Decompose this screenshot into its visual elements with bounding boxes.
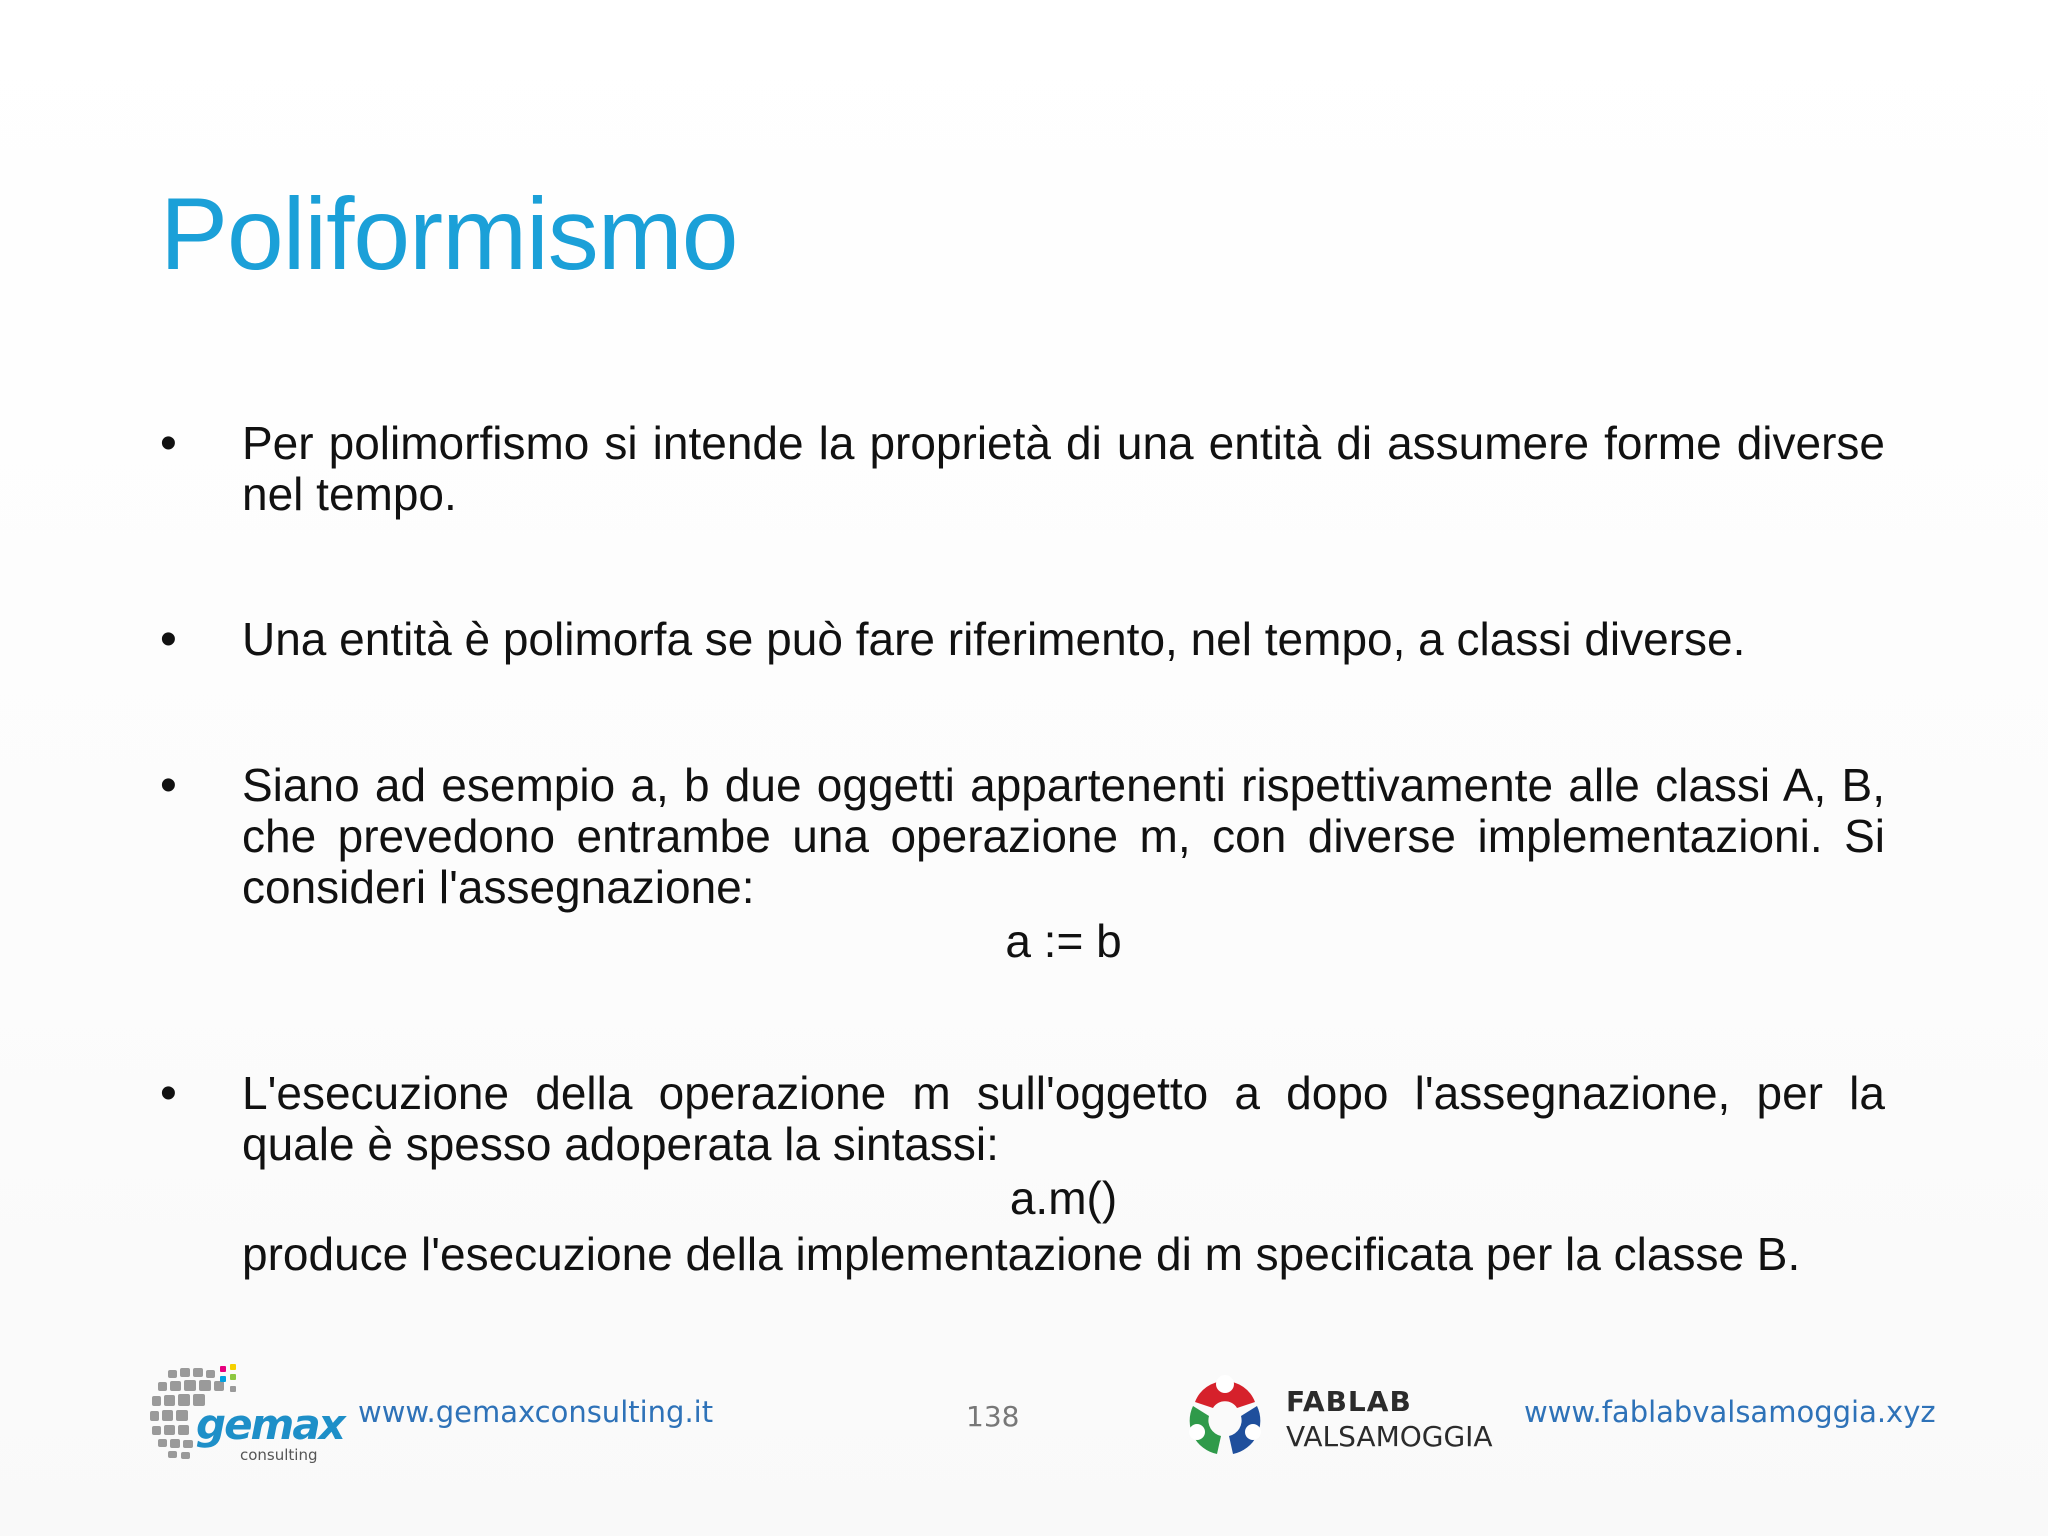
fablab-logo-line1: FABLAB bbox=[1286, 1385, 1412, 1418]
bullet-dot: • bbox=[160, 417, 177, 470]
bullet-dot: • bbox=[160, 759, 177, 812]
slide-title: Poliformismo bbox=[160, 177, 738, 291]
bullet-item bbox=[160, 1068, 1885, 1282]
bullet-text: Una entità è polimorfa se può fare riferimento, nel tempo, a classi diverse. bbox=[242, 613, 1746, 665]
bullet-text: Siano ad esempio a, b due oggetti appartenenti rispettivamente alle classi A, B, che prevedono entrambe una operazione m, con diverse implementazioni. Si consideri l'assegnazione: bbox=[242, 759, 1885, 913]
fablab-logo-icon bbox=[1175, 1362, 1275, 1462]
gemax-logo-sub: consulting bbox=[240, 1446, 318, 1464]
bullet-item bbox=[160, 614, 1885, 665]
bullet-text: Per polimorfismo si intende la proprietà di una entità di assumere forme diverse nel tempo. bbox=[242, 417, 1885, 520]
fablab-logo-line2: VALSAMOGGIA bbox=[1286, 1420, 1493, 1453]
bullet-text: L'esecuzione della operazione m sull'oggetto a dopo l'assegnazione, per la quale è spesso adoperata la sintassi: bbox=[242, 1067, 1885, 1170]
gemax-url-link[interactable]: www.gemaxconsulting.it bbox=[358, 1395, 714, 1429]
page-number: 138 bbox=[966, 1400, 1020, 1433]
bullet-item bbox=[160, 760, 1885, 969]
gemax-logo bbox=[146, 1360, 344, 1470]
code-snippet: a := b bbox=[1005, 915, 1122, 967]
bullet-continuation: produce l'esecuzione della implementazione di m specificata per la classe B. bbox=[242, 1228, 1801, 1280]
fablab-url-link[interactable]: www.fablabvalsamoggia.xyz bbox=[1524, 1395, 1936, 1429]
gemax-logo-word: gemax bbox=[196, 1400, 344, 1449]
bullet-dot: • bbox=[160, 1067, 177, 1120]
code-snippet: a.m() bbox=[1009, 1172, 1118, 1224]
bullet-dot: • bbox=[160, 613, 177, 666]
bullet-item bbox=[160, 418, 1885, 520]
